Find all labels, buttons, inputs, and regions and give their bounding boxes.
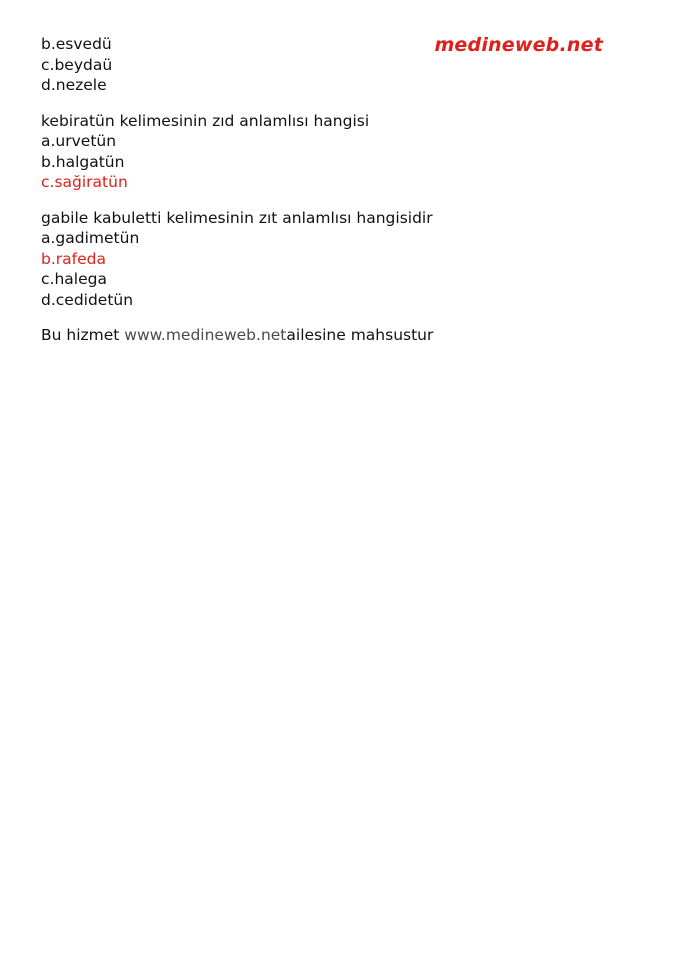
footer-prefix: Bu hizmet xyxy=(41,326,125,344)
document-body xyxy=(41,34,641,346)
section-3 xyxy=(41,208,641,311)
option-c: c.beydaü xyxy=(41,55,113,74)
question-text: kebiratün kelimesinin zıd anlamlısı hangisi xyxy=(41,111,370,130)
section-2 xyxy=(41,111,641,193)
option-d: d.cedidetün xyxy=(41,290,134,309)
site-watermark: medineweb.net xyxy=(434,34,603,56)
option-d: d.nezele xyxy=(41,76,107,94)
correct-answer: c.sağiratün xyxy=(41,173,128,191)
option-a: a.urvetün xyxy=(41,132,117,150)
question-text: gabile kabuletti kelimesinin zıt anlamlısı hangisidir xyxy=(41,208,433,227)
footer-suffix: ailesine mahsustur xyxy=(286,326,434,344)
section-1 xyxy=(41,34,641,96)
correct-answer: b.rafeda xyxy=(41,249,106,268)
option-a: a.gadimetün xyxy=(41,229,140,247)
option-c: c.halega xyxy=(41,270,107,288)
option-b: b.halgatün xyxy=(41,152,125,171)
footer-note xyxy=(41,325,641,346)
site-link[interactable]: www.medineweb.net xyxy=(124,326,287,344)
option-b: b.esvedü xyxy=(41,35,112,53)
